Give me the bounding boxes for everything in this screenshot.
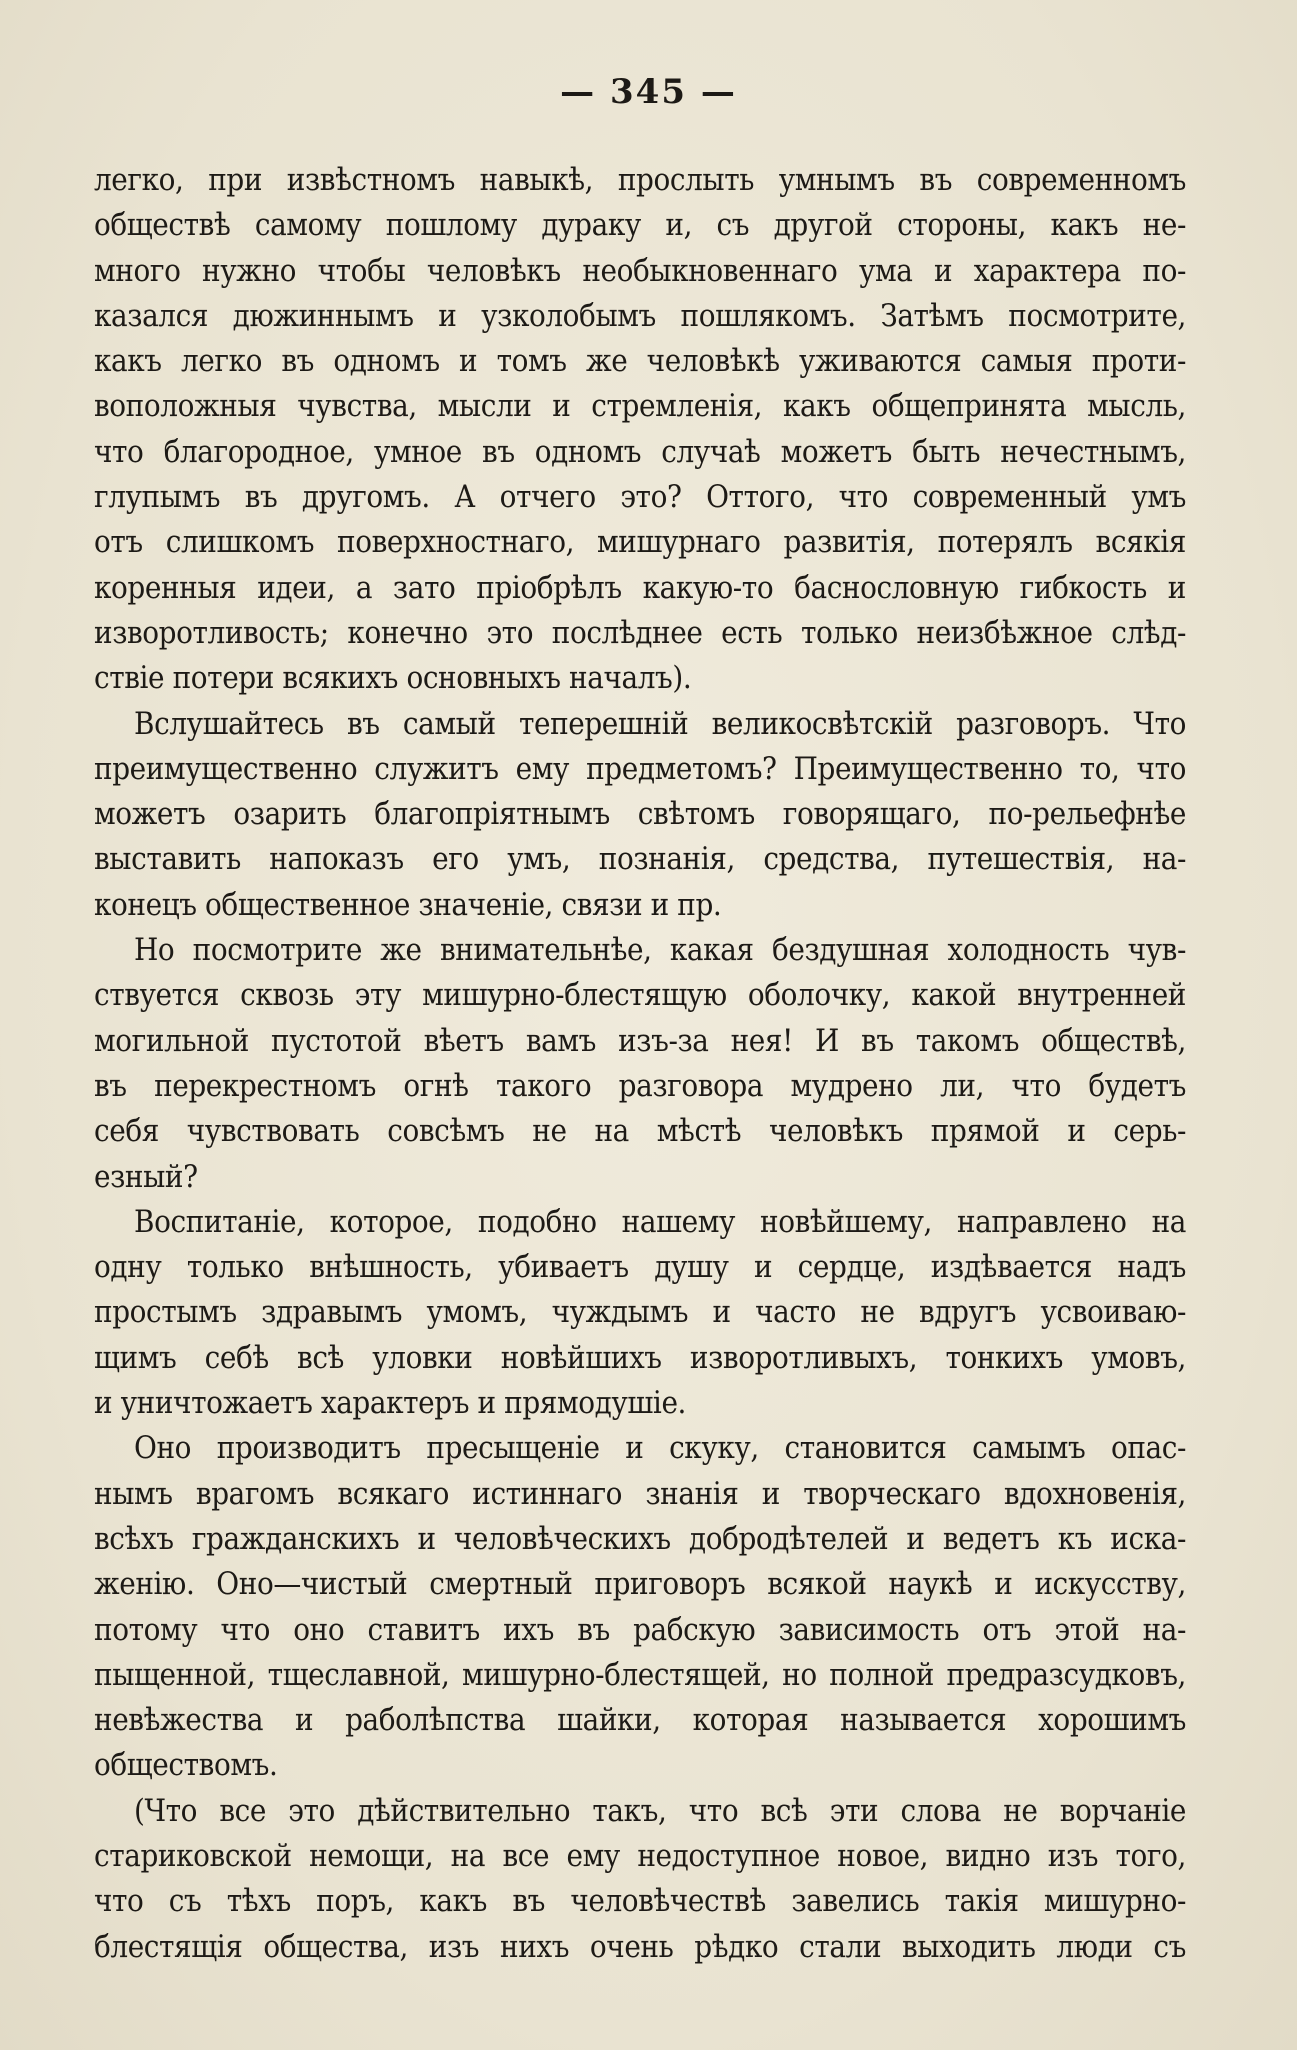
text-line: много нужно чтобы человѣкъ необыкновеннаго ума и характера по-	[94, 252, 1186, 289]
text-line: Оно производитъ пресыщеніе и скуку, становится самымъ опас-	[134, 1430, 1186, 1467]
text-line: ствіе потери всякихъ основныхъ началъ).	[94, 660, 692, 697]
text-line: въ перекрестномъ огнѣ такого разговора мудрено ли, что будетъ	[94, 1067, 1186, 1104]
text-line: щимъ себѣ всѣ уловки новѣйшихъ изворотливыхъ, тонкихъ умовъ,	[94, 1339, 1186, 1376]
text-line: и уничтожаетъ характеръ и прямодушіе.	[94, 1385, 687, 1422]
text-line: воположныя чувства, мысли и стремленія, какъ общепринята мысль,	[94, 388, 1186, 425]
text-line: обществомъ.	[94, 1747, 278, 1784]
text-line: пыщенной, тщеславной, мишурно-блестящей, но полной предразсудковъ,	[94, 1656, 1186, 1693]
body-text	[94, 158, 1186, 1970]
text-line: можетъ озарить благопріятнымъ свѣтомъ говорящаго, по-рельефнѣе	[94, 796, 1186, 833]
text-line: женію. Оно—чистый смертный приговоръ всякой наукѣ и искусству,	[94, 1566, 1186, 1603]
text-line: что съ тѣхъ поръ, какъ въ человѣчествѣ завелись такія мишурно-	[94, 1883, 1186, 1920]
text-line: ствуется сквозь эту мишурно-блестящую оболочку, какой внутренней	[94, 977, 1186, 1014]
text-line: глупымъ въ другомъ. А отчего это? Оттого, что современный умъ	[94, 479, 1186, 516]
text-line: потому что оно ставитъ ихъ въ рабскую зависимость отъ этой на-	[94, 1611, 1186, 1648]
text-line: какъ легко въ одномъ и томъ же человѣкѣ уживаются самыя проти-	[94, 343, 1186, 380]
text-line: невѣжества и раболѣпства шайки, которая называется хорошимъ	[94, 1702, 1186, 1739]
text-line: блестящія общества, изъ нихъ очень рѣдко стали выходить люди съ	[94, 1928, 1186, 1965]
text-line: легко, при извѣстномъ навыкѣ, прослыть умнымъ въ современномъ	[94, 162, 1186, 198]
text-line: езный?	[94, 1158, 198, 1195]
text-line: казался дюжиннымъ и узколобымъ пошлякомъ. Затѣмъ посмотрите,	[94, 297, 1186, 334]
text-line: стариковской немощи, на все ему недоступное новое, видно изъ того,	[94, 1837, 1186, 1874]
text-line: нымъ врагомъ всякаго истиннаго знанія и творческаго вдохновенія,	[94, 1475, 1186, 1512]
text-line: себя чувствовать совсѣмъ не на мѣстѣ человѣкъ прямой и серь-	[94, 1113, 1186, 1150]
page-number: — 345 —	[560, 72, 737, 112]
text-line: изворотливость; конечно это послѣднее есть только неизбѣжное слѣд-	[94, 614, 1186, 651]
text-line: преимущественно служитъ ему предметомъ? Преимущественно то, что	[94, 750, 1186, 787]
text-line: выставить напоказъ его умъ, познанія, средства, путешествія, на-	[94, 841, 1186, 878]
text-line: отъ слишкомъ поверхностнаго, мишурнаго развитія, потерялъ всякія	[94, 524, 1186, 561]
text-line: коренныя идеи, а зато пріобрѣлъ какую-то баснословную гибкость и	[94, 569, 1186, 606]
text-line: что благородное, умное въ одномъ случаѣ можетъ быть нечестнымъ,	[94, 433, 1186, 470]
text-line: обществѣ самому пошлому дураку и, съ другой стороны, какъ не-	[94, 207, 1186, 244]
text-line: конецъ общественное значеніе, связи и пр.	[94, 886, 722, 923]
text-line: одну только внѣшность, убиваетъ душу и сердце, издѣвается надъ	[94, 1249, 1186, 1286]
text-line: всѣхъ гражданскихъ и человѣческихъ добродѣтелей и ведетъ къ иска-	[94, 1520, 1186, 1557]
text-line: Но посмотрите же внимательнѣе, какая бездушная холодность чув-	[134, 932, 1186, 969]
text-line: Воспитаніе, которое, подобно нашему новѣйшему, направлено на	[134, 1203, 1186, 1240]
text-line: Вслушайтесь въ самый теперешній великосвѣтскій разговоръ. Что	[134, 705, 1186, 742]
text-line: простымъ здравымъ умомъ, чуждымъ и часто не вдругъ усвоиваю-	[94, 1294, 1186, 1331]
text-line: (Что все это дѣйствительно такъ, что всѣ эти слова не ворчаніе	[134, 1792, 1186, 1829]
text-line: могильной пустотой вѣетъ вамъ изъ-за нея! И въ такомъ обществѣ,	[94, 1022, 1186, 1059]
